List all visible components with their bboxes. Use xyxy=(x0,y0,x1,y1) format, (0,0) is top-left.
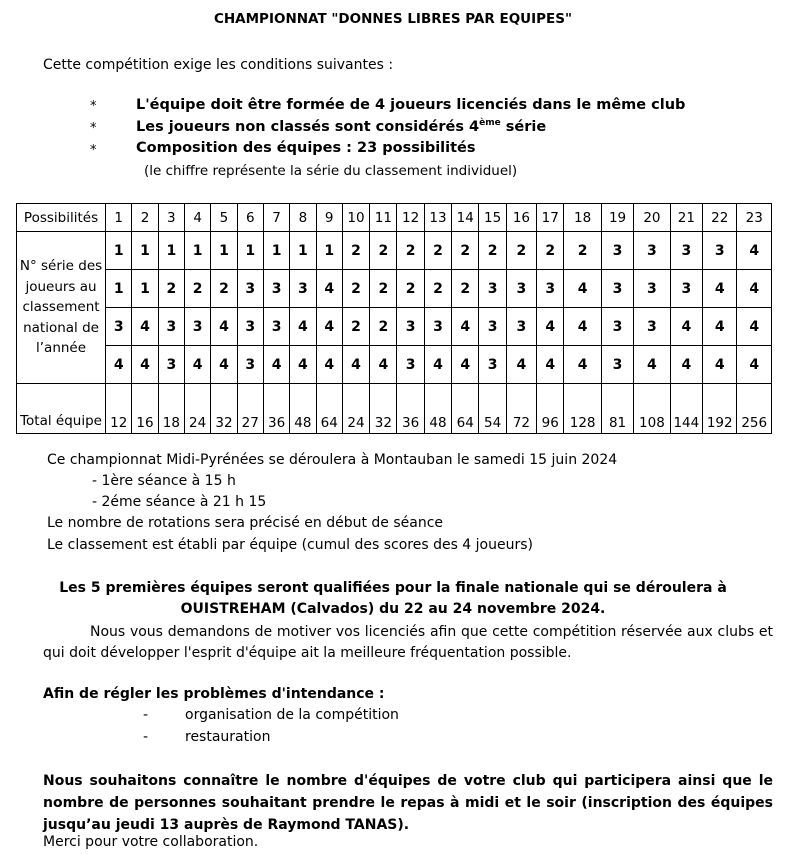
series-cell: 3 xyxy=(670,232,702,270)
total-label-cell: Total équipe xyxy=(17,384,106,434)
series-cell: 2 xyxy=(397,270,424,308)
series-cell: 2 xyxy=(564,232,601,270)
series-cell: 2 xyxy=(452,232,479,270)
series-cell: 4 xyxy=(737,270,772,308)
total-cell: 64 xyxy=(316,384,342,434)
series-cell: 4 xyxy=(737,346,772,384)
series-note: (le chiffre représente la série du classement individuel) xyxy=(144,163,518,179)
series-cell: 4 xyxy=(737,308,772,346)
series-cell: 4 xyxy=(316,308,342,346)
series-cell: 1 xyxy=(316,232,342,270)
series-cell: 4 xyxy=(132,308,158,346)
bullet-star: * xyxy=(90,121,97,136)
table-body xyxy=(17,204,772,434)
series-cell: 2 xyxy=(479,232,506,270)
total-cell: 54 xyxy=(479,384,506,434)
series-cell: 4 xyxy=(211,346,237,384)
series-row xyxy=(17,232,772,270)
column-number: 22 xyxy=(703,204,737,232)
series-cell: 3 xyxy=(263,308,289,346)
column-number: 1 xyxy=(106,204,132,232)
series-cell: 4 xyxy=(634,346,670,384)
column-number: 4 xyxy=(184,204,210,232)
qualification-line-2: OUISTREHAM (Calvados) du 22 au 24 novembre 2024. xyxy=(180,601,606,617)
intendance-title: Afin de régler les problèmes d'intendance : xyxy=(43,686,385,702)
column-number: 12 xyxy=(397,204,424,232)
series-cell: 4 xyxy=(564,308,601,346)
series-cell: 2 xyxy=(342,232,369,270)
series-cell: 2 xyxy=(370,232,397,270)
total-cell: 32 xyxy=(211,384,237,434)
bullet-unranked-text: Les joueurs non classés sont considérés 4 xyxy=(136,118,480,135)
bullet-team-rule: L'équipe doit être formée de 4 joueurs licenciés dans le même club xyxy=(136,97,686,113)
series-cell: 2 xyxy=(211,270,237,308)
composition-table xyxy=(16,203,772,434)
column-number: 21 xyxy=(670,204,702,232)
column-number: 10 xyxy=(342,204,369,232)
total-cell: 32 xyxy=(370,384,397,434)
series-cell: 4 xyxy=(290,308,316,346)
total-cell: 12 xyxy=(106,384,132,434)
series-cell: 3 xyxy=(601,232,633,270)
column-number: 15 xyxy=(479,204,506,232)
final-request-paragraph: Nous souhaitons connaître le nombre d'équipes de votre club qui participera ainsi que le nombre de personnes souhaitant prendre le repas à midi et le soir (inscription des équipes jusqu’au jeudi 13 auprès de Raymond TANAS). xyxy=(43,773,773,833)
column-number: 14 xyxy=(452,204,479,232)
series-cell: 3 xyxy=(703,232,737,270)
rotations-info: Le nombre de rotations sera précisé en début de séance xyxy=(47,515,444,531)
column-number: 13 xyxy=(424,204,451,232)
total-cell: 24 xyxy=(184,384,210,434)
series-cell: 3 xyxy=(479,346,506,384)
series-cell: 4 xyxy=(537,308,564,346)
series-cell: 4 xyxy=(670,346,702,384)
column-number: 23 xyxy=(737,204,772,232)
column-number: 20 xyxy=(634,204,670,232)
bullet-unranked-rule xyxy=(136,118,546,135)
series-cell: 2 xyxy=(342,308,369,346)
series-cell: 4 xyxy=(506,346,536,384)
total-cell: 18 xyxy=(158,384,184,434)
series-cell: 2 xyxy=(370,270,397,308)
series-cell: 3 xyxy=(537,270,564,308)
series-cell: 2 xyxy=(537,232,564,270)
row-label-cell: N° série des joueurs au classement national de l’année xyxy=(17,232,106,384)
series-row xyxy=(17,270,772,308)
series-cell: 4 xyxy=(670,308,702,346)
header-row xyxy=(17,204,772,232)
motivation-paragraph: Nous vous demandons de motiver vos licenciés afin que cette compétition réservée aux clubs et qui doit développer l'esprit d'équipe ait la meilleure fréquentation possible. xyxy=(43,624,773,661)
series-cell: 3 xyxy=(106,308,132,346)
ranking-info: Le classement est établi par équipe (cumul des scores des 4 joueurs) xyxy=(47,537,533,553)
series-cell: 4 xyxy=(106,346,132,384)
column-number: 2 xyxy=(132,204,158,232)
series-cell: 3 xyxy=(184,308,210,346)
column-number: 6 xyxy=(237,204,263,232)
total-cell: 24 xyxy=(342,384,369,434)
series-cell: 4 xyxy=(290,346,316,384)
series-cell: 3 xyxy=(158,346,184,384)
total-cell: 48 xyxy=(290,384,316,434)
total-cell: 108 xyxy=(634,384,670,434)
series-cell: 2 xyxy=(506,232,536,270)
series-cell: 1 xyxy=(211,232,237,270)
series-cell: 4 xyxy=(211,308,237,346)
total-cell: 256 xyxy=(737,384,772,434)
series-cell: 1 xyxy=(132,232,158,270)
bullet-star: * xyxy=(90,143,97,158)
series-cell: 3 xyxy=(158,308,184,346)
total-cell: 36 xyxy=(397,384,424,434)
series-cell: 3 xyxy=(634,308,670,346)
series-cell: 4 xyxy=(316,270,342,308)
event-info-line: Ce championnat Midi-Pyrénées se déroulera à Montauban le samedi 15 juin 2024 xyxy=(47,452,618,468)
series-cell: 1 xyxy=(106,232,132,270)
column-number: 11 xyxy=(370,204,397,232)
series-cell: 2 xyxy=(452,270,479,308)
intro-text: Cette compétition exige les conditions suivantes : xyxy=(43,57,394,73)
intendance-item-restauration: restauration xyxy=(185,729,271,745)
total-cell: 27 xyxy=(237,384,263,434)
series-cell: 3 xyxy=(424,308,451,346)
series-cell: 4 xyxy=(537,346,564,384)
total-cell: 96 xyxy=(537,384,564,434)
column-number: 3 xyxy=(158,204,184,232)
series-cell: 3 xyxy=(601,308,633,346)
list-dash: - xyxy=(143,707,149,723)
series-cell: 4 xyxy=(424,346,451,384)
column-number: 17 xyxy=(537,204,564,232)
total-cell: 64 xyxy=(452,384,479,434)
series-cell: 3 xyxy=(263,270,289,308)
series-cell: 4 xyxy=(263,346,289,384)
series-cell: 4 xyxy=(737,232,772,270)
series-cell: 2 xyxy=(397,232,424,270)
series-cell: 3 xyxy=(634,270,670,308)
total-cell: 36 xyxy=(263,384,289,434)
column-number: 7 xyxy=(263,204,289,232)
total-cell: 128 xyxy=(564,384,601,434)
series-cell: 1 xyxy=(184,232,210,270)
series-cell: 4 xyxy=(564,270,601,308)
series-cell: 4 xyxy=(132,346,158,384)
column-number: 9 xyxy=(316,204,342,232)
series-cell: 2 xyxy=(158,270,184,308)
series-row xyxy=(17,308,772,346)
column-number: 5 xyxy=(211,204,237,232)
total-cell: 81 xyxy=(601,384,633,434)
series-cell: 4 xyxy=(703,346,737,384)
series-cell: 1 xyxy=(132,270,158,308)
series-cell: 4 xyxy=(564,346,601,384)
series-cell: 3 xyxy=(397,308,424,346)
superscript-eme: ème xyxy=(479,118,501,128)
bullet-unranked-suffix: série xyxy=(500,118,547,135)
series-cell: 3 xyxy=(634,232,670,270)
series-cell: 1 xyxy=(237,232,263,270)
series-cell: 2 xyxy=(342,270,369,308)
thanks-text: Merci pour votre collaboration. xyxy=(43,834,259,850)
total-cell: 192 xyxy=(703,384,737,434)
series-cell: 2 xyxy=(370,308,397,346)
list-dash: - xyxy=(143,729,149,745)
series-cell: 4 xyxy=(452,346,479,384)
series-cell: 4 xyxy=(342,346,369,384)
series-cell: 1 xyxy=(290,232,316,270)
total-row xyxy=(17,384,772,434)
series-cell: 3 xyxy=(397,346,424,384)
total-cell: 72 xyxy=(506,384,536,434)
series-cell: 3 xyxy=(290,270,316,308)
series-cell: 3 xyxy=(506,308,536,346)
total-cell: 144 xyxy=(670,384,702,434)
series-cell: 4 xyxy=(703,308,737,346)
series-cell: 3 xyxy=(670,270,702,308)
series-cell: 4 xyxy=(703,270,737,308)
series-cell: 4 xyxy=(452,308,479,346)
series-cell: 3 xyxy=(601,346,633,384)
series-cell: 2 xyxy=(184,270,210,308)
series-cell: 3 xyxy=(479,308,506,346)
document-title: CHAMPIONNAT "DONNES LIBRES PAR EQUIPES" xyxy=(213,11,573,27)
header-label-cell: Possibilités xyxy=(17,204,106,232)
series-cell: 1 xyxy=(263,232,289,270)
total-cell: 48 xyxy=(424,384,451,434)
intendance-item-organisation: organisation de la compétition xyxy=(185,707,399,723)
bullet-composition: Composition des équipes : 23 possibilités xyxy=(136,140,476,156)
qualification-line-1: Les 5 premières équipes seront qualifiées pour la finale nationale qui se déroulera à xyxy=(59,580,727,596)
column-number: 19 xyxy=(601,204,633,232)
column-number: 16 xyxy=(506,204,536,232)
session-2: - 2éme séance à 21 h 15 xyxy=(92,494,267,510)
bullet-star: * xyxy=(90,99,97,114)
series-cell: 3 xyxy=(506,270,536,308)
series-cell: 1 xyxy=(158,232,184,270)
series-cell: 1 xyxy=(106,270,132,308)
total-cell: 16 xyxy=(132,384,158,434)
series-cell: 2 xyxy=(424,270,451,308)
series-cell: 4 xyxy=(184,346,210,384)
series-cell: 4 xyxy=(370,346,397,384)
column-number: 8 xyxy=(290,204,316,232)
session-1: - 1ère séance à 15 h xyxy=(92,473,236,489)
series-cell: 3 xyxy=(237,270,263,308)
series-cell: 3 xyxy=(237,346,263,384)
series-cell: 3 xyxy=(601,270,633,308)
series-cell: 3 xyxy=(479,270,506,308)
column-number: 18 xyxy=(564,204,601,232)
series-cell: 4 xyxy=(316,346,342,384)
series-cell: 2 xyxy=(424,232,451,270)
series-row xyxy=(17,346,772,384)
series-cell: 3 xyxy=(237,308,263,346)
